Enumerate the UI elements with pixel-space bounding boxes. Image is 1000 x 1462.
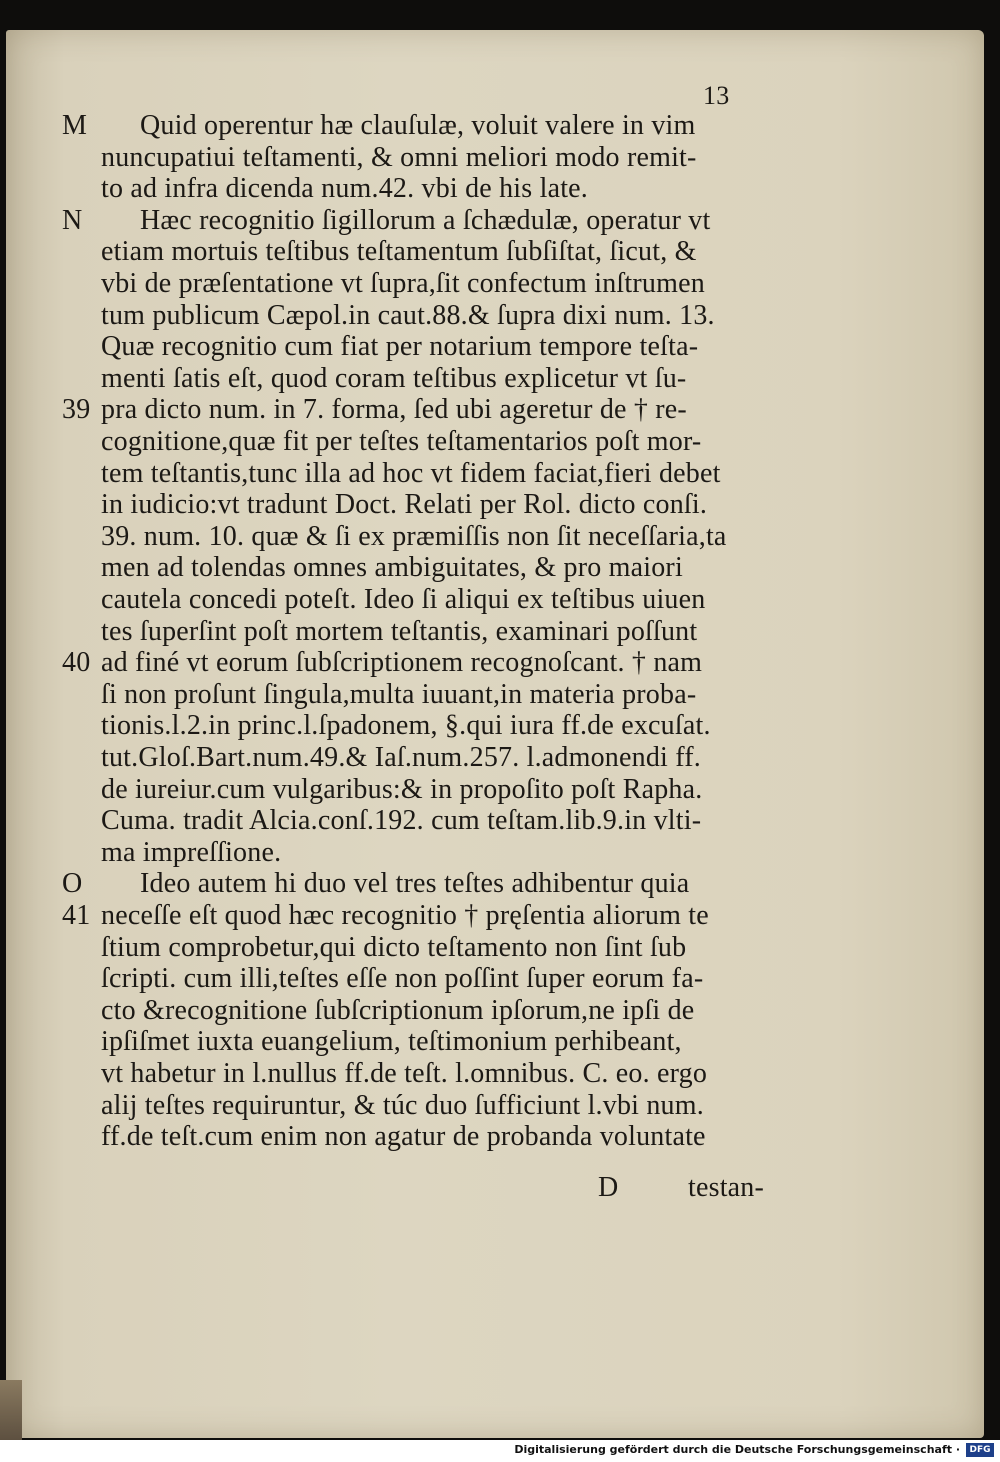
text-line: 39. num. 10. quæ & ſi ex præmiſſis non ſit neceſſaria,ta — [101, 520, 727, 552]
text-line: in iudicio:vt tradunt Doct. Relati per Rol. dicto conſi. — [101, 489, 708, 521]
text-line: vbi de præſentatione vt ſupra,ſit confectum inſtrumen — [101, 268, 705, 299]
dfg-logo-icon: DFG — [966, 1443, 994, 1457]
text-line: tum publicum Cæpol.in caut.88.& ſupra dixi num. 13. — [101, 299, 715, 331]
text-line: ma impreſſione. — [101, 836, 282, 868]
text-line: tes ſuperſint poſt mortem teſtantis, examinari poſſunt — [101, 615, 698, 647]
text-line: ſi non proſunt ſingula,multa iuuant,in materia proba- — [101, 678, 697, 710]
text-line: nuncupatiui teſtamenti, & omni meliori modo remit- — [101, 141, 697, 173]
margin-note: N — [62, 204, 83, 236]
text-line: Cuma. tradit Alcia.conſ.192. cum teſtam.lib.9.in vlti- — [101, 805, 702, 837]
funding-credit: Digitalisierung gefördert durch die Deutsche Forschungsgemeinschaft · — [514, 1443, 960, 1456]
text-line: vt habetur in l.nullus ff.de teſt. l.omnibus. C. eo. ergo — [101, 1058, 708, 1089]
text-line: ſcripti. cum illi,teſtes eſſe non poſſint ſuper eorum fa- — [101, 963, 704, 995]
text-line: neceſſe eſt quod hæc recognitio † pręſentia aliorum te — [101, 900, 709, 931]
text-line: cautela concedi poteſt. Ideo ſi aliqui ex teſtibus uiuen — [101, 584, 706, 615]
footer-bar — [0, 1440, 1000, 1462]
text-line: to ad infra dicenda num.42. vbi de his late. — [101, 173, 589, 205]
margin-note: 39 — [62, 394, 91, 426]
text-line: etiam mortuis teſtibus teſtamentum ſubſiſtat, ſicut, & — [101, 236, 697, 268]
text-line: cto &recognitione ſubſcriptionum ipſorum,ne ipſi de — [101, 994, 695, 1026]
margin-note: 40 — [62, 647, 91, 679]
text-line: Quid operentur hæ clauſulæ, voluit valere in vim — [140, 110, 696, 141]
text-line: menti ſatis eſt, quod coram teſtibus explicetur vt ſu- — [101, 362, 687, 394]
margin-note: 41 — [62, 900, 91, 931]
catchword: testan- — [688, 1172, 765, 1203]
text-line: ff.de teſt.cum enim non agatur de probanda voluntate — [101, 1121, 706, 1153]
text-line: de iureiur.cum vulgaribus:& in propoſito poſt Rapha. — [101, 773, 703, 805]
text-line: men ad tolendas omnes ambiguitates, & pro maiori — [101, 552, 683, 584]
margin-note: O — [62, 868, 83, 900]
text-line: Hæc recognitio ſigillorum a ſchædulæ, operatur vt — [140, 204, 711, 236]
text-line: ad finé vt eorum ſubſcriptionem recognoſcant. † nam — [101, 647, 703, 679]
folio-number: 13 — [703, 81, 730, 110]
text-line: pra dicto num. in 7. forma, ſed ubi ageretur de † re- — [101, 394, 687, 426]
text-line: tut.Gloſ.Bart.num.49.& Iaſ.num.257. l.admonendi ff. — [101, 742, 701, 773]
text-line: Quæ recognitio cum fiat per notarium tempore teſta- — [101, 331, 699, 363]
text-line: tem teſtantis,tunc illa ad hoc vt fidem faciat,fieri debet — [101, 457, 721, 489]
text-line: ſtium comprobetur,qui dicto teſtamento non ſint ſub — [101, 931, 687, 963]
text-line: ipſiſmet iuxta euangelium, teſtimonium perhibeant, — [101, 1026, 682, 1058]
text-line: Ideo autem hi duo vel tres teſtes adhibentur quia — [140, 868, 690, 900]
margin-note: M — [62, 110, 88, 141]
text-line: alij teſtes requiruntur, & túc duo ſufficiunt l.vbi num. — [101, 1089, 704, 1121]
text-line: cognitione,quæ fit per teſtes teſtamentarios poſt mor- — [101, 426, 702, 457]
signature-mark: D — [598, 1172, 619, 1203]
text-line: tionis.l.2.in princ.l.ſpadonem, §.qui iura ff.de excuſat. — [101, 710, 711, 742]
